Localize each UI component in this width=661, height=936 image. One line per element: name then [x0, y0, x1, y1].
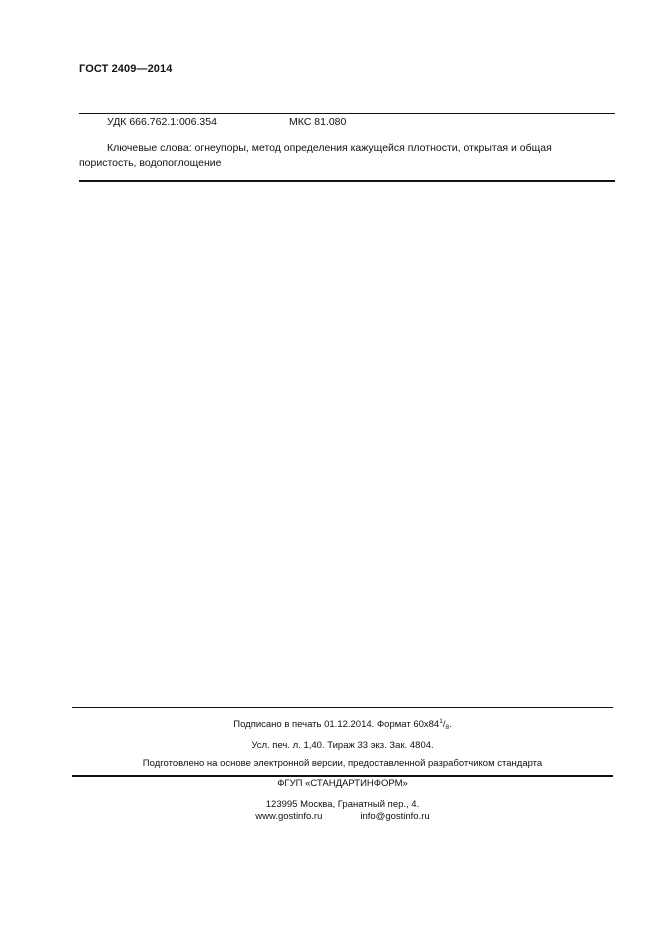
publisher-email: info@gostinfo.ru — [360, 811, 430, 822]
udc-code: УДК 666.762.1:006.354 — [107, 116, 217, 128]
document-code: ГОСТ 2409—2014 — [79, 63, 173, 75]
keywords-divider — [79, 180, 615, 182]
keywords-paragraph: Ключевые слова: огнеупоры, метод определения кажущейся плотности, открытая и общая пористость, водопоглощение — [79, 142, 552, 169]
publisher-name: ФГУП «СТАНДАРТИНФОРМ» — [277, 778, 408, 789]
top-divider — [79, 113, 615, 114]
imprint-print-info: Усл. печ. л. 1,40. Тираж 33 экз. Зак. 4804. — [251, 740, 434, 751]
imprint-signed-text: Подписано в печать 01.12.2014. Формат 60х84 — [233, 719, 440, 730]
imprint-signed-suffix: . — [449, 719, 452, 730]
imprint-top-divider — [72, 707, 613, 708]
format-fraction-denominator: 8 — [445, 724, 450, 731]
imprint-mid-divider — [72, 775, 613, 777]
imprint-prepared-note: Подготовлено на основе электронной версии, предоставленной разработчиком стандарта — [142, 758, 543, 769]
imprint-signed-line: Подписано в печать 01.12.2014. Формат $60х84^1/_8$. — [233, 718, 452, 731]
mks-code: МКС 81.080 — [289, 116, 347, 128]
publisher-contacts — [72, 811, 613, 822]
format-fraction-numerator: 1 — [439, 718, 443, 725]
publisher-address: 123995 Москва, Гранатный пер., 4. — [265, 799, 420, 810]
publisher-website: www.gostinfo.ru — [255, 811, 323, 822]
